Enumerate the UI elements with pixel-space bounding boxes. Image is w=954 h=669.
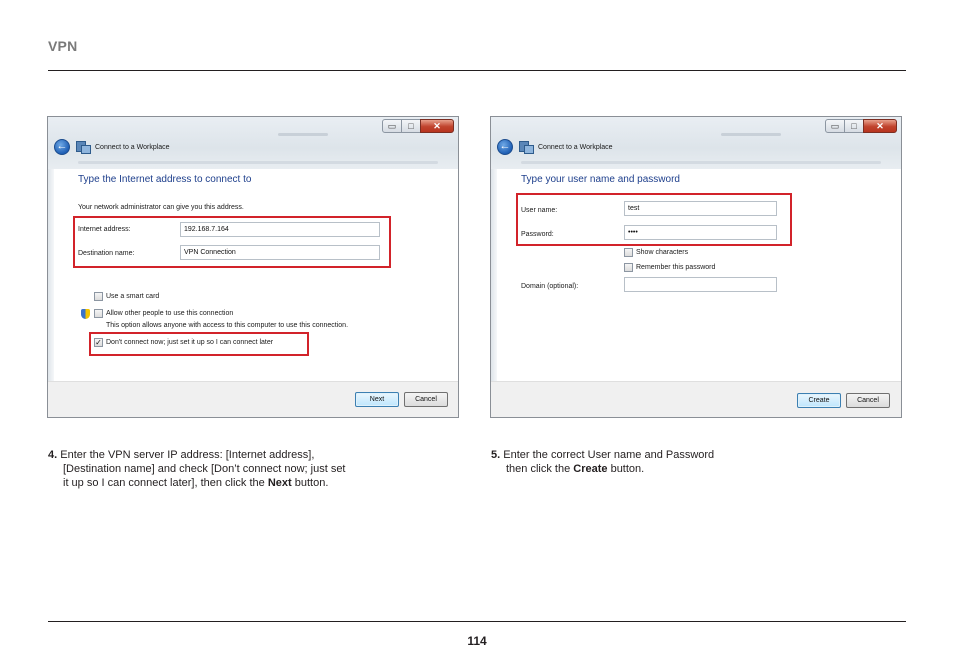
show-characters-label: Show characters — [636, 249, 689, 256]
back-arrow-icon[interactable]: ← — [54, 139, 70, 155]
network-icon — [519, 141, 533, 153]
intro-text: Your network administrator can give you this address. — [78, 204, 244, 211]
show-characters-checkbox[interactable] — [624, 248, 633, 257]
dialog-heading: Type your user name and password — [521, 174, 680, 185]
bottom-rule — [48, 621, 906, 622]
connect-workplace-dialog-address — [47, 116, 459, 418]
window-title: Connect to a Workplace — [538, 143, 613, 151]
window-title: Connect to a Workplace — [95, 143, 170, 151]
cancel-button[interactable]: Cancel — [846, 393, 890, 408]
maximize-button[interactable]: □ — [401, 119, 421, 133]
smart-card-label: Use a smart card — [106, 293, 160, 300]
highlight-dont-connect — [89, 332, 309, 356]
next-button[interactable]: Next — [355, 392, 399, 407]
allow-others-label: Allow other people to use this connection — [106, 310, 234, 317]
highlight-address-fields — [73, 216, 391, 268]
window-chrome — [491, 117, 901, 169]
cancel-button[interactable]: Cancel — [404, 392, 448, 407]
minimize-button[interactable]: ▭ — [825, 119, 845, 133]
create-button[interactable]: Create — [797, 393, 841, 408]
internet-address-label: Internet address: — [78, 226, 131, 233]
dont-connect-checkbox[interactable]: ✓ — [95, 338, 102, 347]
dialog-heading: Type the Internet address to connect to — [78, 174, 252, 185]
allow-others-note: This option allows anyone with access to this computer to use this connection. — [106, 322, 349, 329]
network-icon — [76, 141, 90, 153]
highlight-credentials — [516, 193, 792, 246]
step-5-caption: 5. Enter the correct User name and Password then click the Create button. — [491, 449, 715, 475]
step-number: 4. — [48, 449, 58, 461]
window-chrome — [48, 117, 458, 169]
close-button[interactable]: ✕ — [863, 119, 897, 133]
step-4-caption: 4. Enter the VPN server IP address: [Internet address], [Destination name] and check [Don’t connect now; just set it up so I can connect later], then click the Next button. — [48, 449, 346, 489]
close-button[interactable]: ✕ — [420, 119, 454, 133]
top-rule — [48, 70, 906, 71]
smart-card-checkbox[interactable] — [94, 292, 103, 301]
destination-name-label: Destination name: — [78, 250, 135, 257]
password-label: Password: — [521, 231, 554, 238]
remember-password-label: Remember this password — [636, 264, 716, 271]
internet-address-input[interactable]: 192.168.7.164 — [180, 222, 380, 237]
user-name-input[interactable]: test — [624, 201, 777, 216]
step-number: 5. — [491, 449, 501, 461]
section-title: VPN — [48, 38, 78, 54]
password-input[interactable]: •••• — [624, 225, 777, 240]
uac-shield-icon — [81, 309, 90, 319]
maximize-button[interactable]: □ — [844, 119, 864, 133]
allow-others-checkbox[interactable] — [94, 309, 103, 318]
domain-label: Domain (optional): — [521, 283, 579, 290]
destination-name-input[interactable]: VPN Connection — [180, 245, 380, 260]
connect-workplace-dialog-credentials — [490, 116, 902, 418]
user-name-label: User name: — [521, 207, 558, 214]
minimize-button[interactable]: ▭ — [382, 119, 402, 133]
domain-input[interactable] — [624, 277, 777, 292]
dont-connect-label: Don't connect now; just set it up so I can connect later — [106, 339, 274, 346]
remember-password-checkbox[interactable] — [624, 263, 633, 272]
page-number: 114 — [467, 634, 487, 648]
back-arrow-icon[interactable]: ← — [497, 139, 513, 155]
